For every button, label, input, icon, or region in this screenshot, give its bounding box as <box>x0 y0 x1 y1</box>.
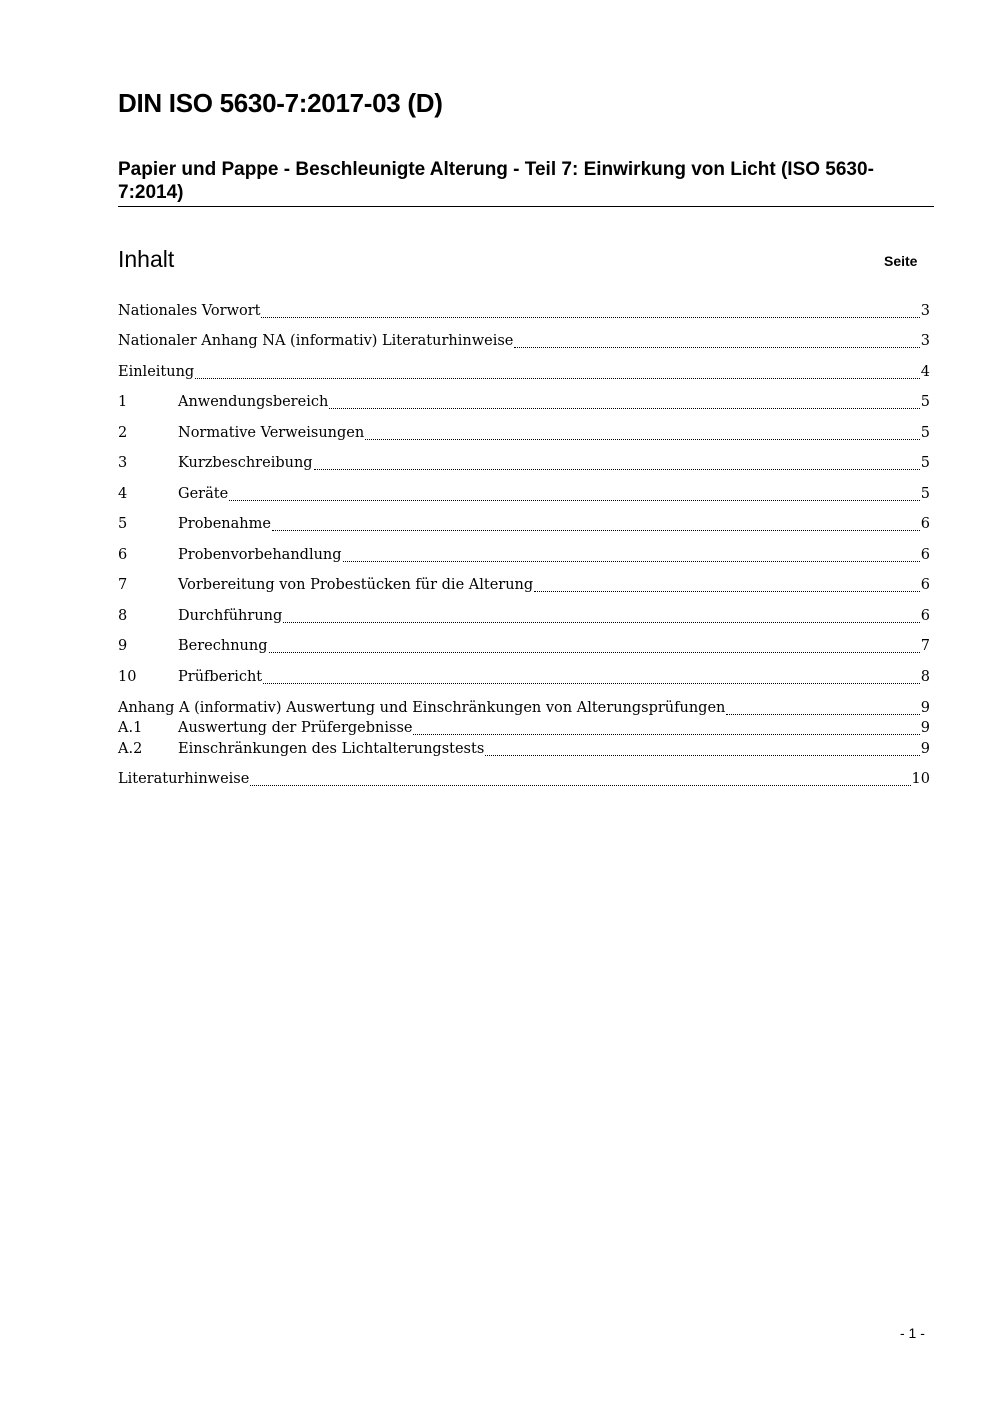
toc-entry-section-1[interactable] <box>118 394 930 414</box>
toc-entry-text: Vorbereitung von Probestücken für die Alterung <box>178 577 534 593</box>
toc-entry-number: 5 <box>118 516 128 532</box>
toc-entry-section-5[interactable] <box>118 516 930 536</box>
toc-entry-number: 10 <box>118 669 137 685</box>
toc-entry-text: Literaturhinweise <box>118 771 250 787</box>
toc-entry-number: 2 <box>118 425 128 441</box>
toc-entry-einleitung[interactable] <box>118 364 930 384</box>
toc-entry-page: 3 <box>920 333 930 349</box>
toc-leader <box>534 591 920 592</box>
toc-entry-number: 7 <box>118 577 128 593</box>
toc-entry-number: 9 <box>118 638 128 654</box>
toc-entry-section-6[interactable] <box>118 547 930 567</box>
toc-entry-section-2[interactable] <box>118 425 930 445</box>
toc-entry-number: A.2 <box>118 741 143 757</box>
toc-leader <box>365 439 920 440</box>
toc-entry-page: 5 <box>920 394 930 410</box>
toc-entry-section-8[interactable] <box>118 608 930 628</box>
toc-entry-nationaler-anhang[interactable] <box>118 333 930 353</box>
toc-entry-section-9[interactable] <box>118 638 930 658</box>
toc-entry-page: 6 <box>920 577 930 593</box>
toc-leader <box>269 652 920 653</box>
toc-leader <box>283 622 919 623</box>
toc-leader <box>485 755 920 756</box>
toc-entry-page: 6 <box>920 547 930 563</box>
toc-entry-page: 8 <box>920 669 930 685</box>
toc-entry-number: 1 <box>118 394 128 410</box>
toc-leader <box>514 347 919 348</box>
toc-entry-text: Probenahme <box>178 516 271 532</box>
footer-page-number: - 1 - <box>900 1325 925 1341</box>
toc-entry-section-4[interactable] <box>118 486 930 506</box>
toc-entry-number: A.1 <box>118 720 143 736</box>
toc-entry-number: 3 <box>118 455 128 471</box>
toc-entry-section-7[interactable] <box>118 577 930 597</box>
document-title: DIN ISO 5630-7:2017-03 (D) <box>118 88 443 118</box>
toc-leader <box>272 530 920 531</box>
toc-entry-text: Nationaler Anhang NA (informativ) Literaturhinweise <box>118 333 514 349</box>
toc-leader <box>314 469 920 470</box>
toc-entry-text: Anwendungsbereich <box>178 394 329 410</box>
toc-entry-nationales-vorwort[interactable] <box>118 303 930 323</box>
toc-leader <box>263 683 920 684</box>
toc-entry-text: Prüfbericht <box>178 669 263 685</box>
toc-entry-page: 7 <box>920 638 930 654</box>
toc-heading: Inhalt <box>118 246 175 272</box>
toc-entry-page: 6 <box>920 516 930 532</box>
toc-entry-text: Einschränkungen des Lichtalterungstests <box>178 741 485 757</box>
toc-entry-anhang-a[interactable] <box>118 700 930 720</box>
toc-entry-section-a2[interactable] <box>118 741 930 761</box>
toc-entry-number: 8 <box>118 608 128 624</box>
toc-entry-page: 5 <box>920 486 930 502</box>
toc-entry-text: Normative Verweisungen <box>178 425 365 441</box>
toc-leader <box>229 500 920 501</box>
toc-entry-page: 9 <box>920 720 930 736</box>
toc-leader <box>329 408 919 409</box>
toc-entry-section-a1[interactable] <box>118 720 930 740</box>
toc-leader <box>343 561 920 562</box>
toc-leader <box>726 714 919 715</box>
toc-entry-page: 5 <box>920 455 930 471</box>
toc-leader <box>195 378 920 379</box>
toc-leader <box>250 785 910 786</box>
toc-entry-number: 4 <box>118 486 128 502</box>
toc-entry-text: Berechnung <box>178 638 268 654</box>
toc-entry-page: 3 <box>920 303 930 319</box>
document-subtitle: Papier und Pappe - Beschleunigte Alterung - Teil 7: Einwirkung von Licht (ISO 5630-7:2014) <box>118 159 874 203</box>
toc-entry-page: 4 <box>920 364 930 380</box>
toc-entry-text: Geräte <box>178 486 229 502</box>
toc-leader <box>261 317 919 318</box>
toc-entry-text: Anhang A (informativ) Auswertung und Einschränkungen von Alterungsprüfungen <box>118 700 726 716</box>
title-divider <box>118 206 934 207</box>
toc-page-column-label: Seite <box>884 253 918 269</box>
toc-entry-text: Auswertung der Prüfergebnisse <box>178 720 413 736</box>
toc-entry-text: Kurzbeschreibung <box>178 455 313 471</box>
toc-entry-text: Nationales Vorwort <box>118 303 261 319</box>
toc-entry-page: 6 <box>920 608 930 624</box>
toc-entry-section-3[interactable] <box>118 455 930 475</box>
toc-entry-text: Probenvorbehandlung <box>178 547 342 563</box>
toc-entry-page: 9 <box>920 700 930 716</box>
toc-entry-text: Durchführung <box>178 608 283 624</box>
toc-entry-text: Einleitung <box>118 364 195 380</box>
toc-entry-page: 9 <box>920 741 930 757</box>
toc-entry-page: 10 <box>911 771 930 787</box>
toc-entry-section-10[interactable] <box>118 669 930 689</box>
toc-entry-number: 6 <box>118 547 128 563</box>
toc-leader <box>413 734 919 735</box>
toc-entry-literaturhinweise[interactable] <box>118 771 930 791</box>
toc-entry-page: 5 <box>920 425 930 441</box>
